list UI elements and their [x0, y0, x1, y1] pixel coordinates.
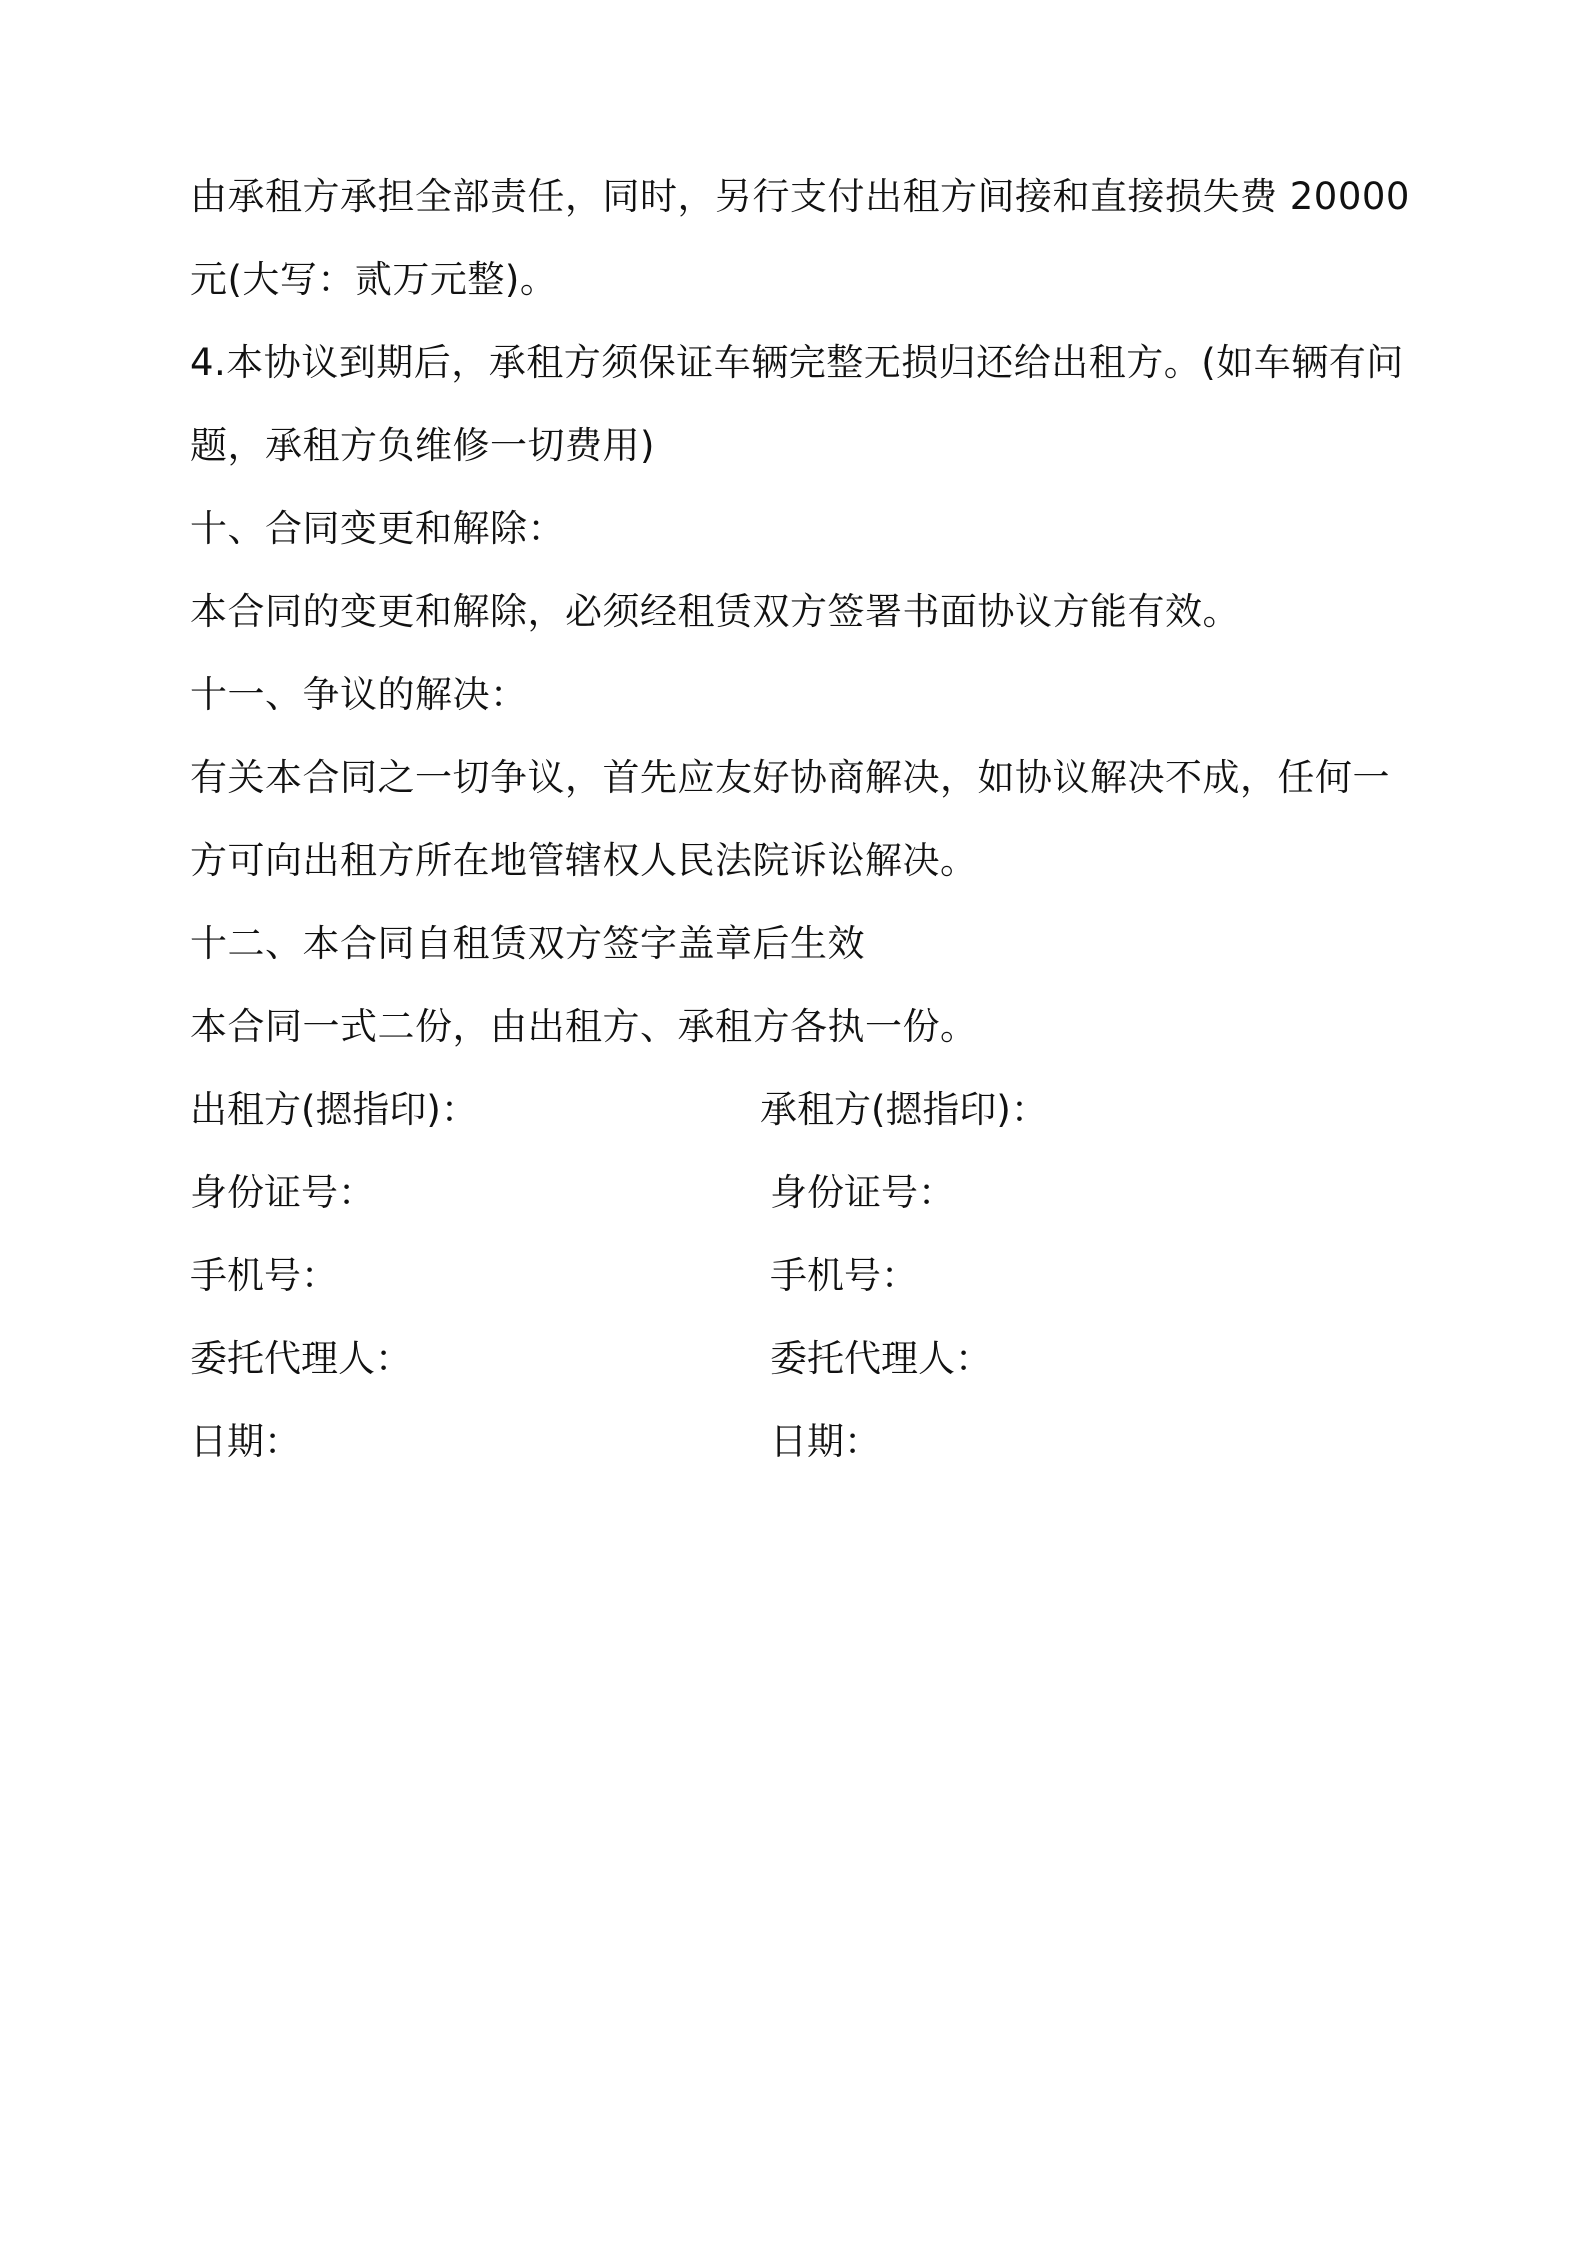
paragraph-line: 4.本协议到期后，承租方须保证车辆完整无损归还给出租方。(如车辆有问 [190, 341, 1404, 384]
paragraph-line: 元(大写：贰万元整)。 [190, 258, 558, 301]
signature-row-date [190, 1400, 1410, 1483]
lessee-id-label: 身份证号： [770, 1171, 955, 1214]
paragraph-line: 方可向出租方所在地管辖权人民法院诉讼解决。 [190, 839, 978, 882]
section-heading-contract-change: 十、合同变更和解除： [190, 507, 565, 550]
lessee-date-label: 日期： [770, 1420, 881, 1463]
lessee-phone-label: 手机号： [770, 1254, 918, 1297]
lessee-party-label: 承租方(摁指印)： [760, 1088, 1048, 1131]
paragraph-line: 题，承租方负维修一切费用) [190, 424, 655, 467]
lessor-agent-label: 委托代理人： [190, 1337, 412, 1380]
lessor-date-label: 日期： [190, 1420, 301, 1463]
signature-row-phone [190, 1234, 1410, 1317]
signature-row-id [190, 1151, 1410, 1234]
section-heading-effective: 十二、本合同自租赁双方签字盖章后生效 [190, 922, 865, 965]
document-body [190, 155, 1410, 1483]
paragraph-line: 本合同一式二份，由出租方、承租方各执一份。 [190, 1005, 978, 1048]
paragraph-line: 由承租方承担全部责任，同时，另行支付出租方间接和直接损失费 20000 [190, 175, 1410, 218]
lessor-id-label: 身份证号： [190, 1171, 375, 1214]
lessor-phone-label: 手机号： [190, 1254, 338, 1297]
lessor-party-label: 出租方(摁指印)： [190, 1088, 478, 1131]
signature-row-party [190, 1068, 1410, 1151]
section-heading-dispute: 十一、争议的解决： [190, 673, 528, 716]
paragraph-line: 有关本合同之一切争议，首先应友好协商解决，如协议解决不成，任何一 [190, 756, 1390, 799]
signature-row-agent [190, 1317, 1410, 1400]
lessee-agent-label: 委托代理人： [770, 1337, 992, 1380]
paragraph-line: 本合同的变更和解除，必须经租赁双方签署书面协议方能有效。 [190, 590, 1240, 633]
